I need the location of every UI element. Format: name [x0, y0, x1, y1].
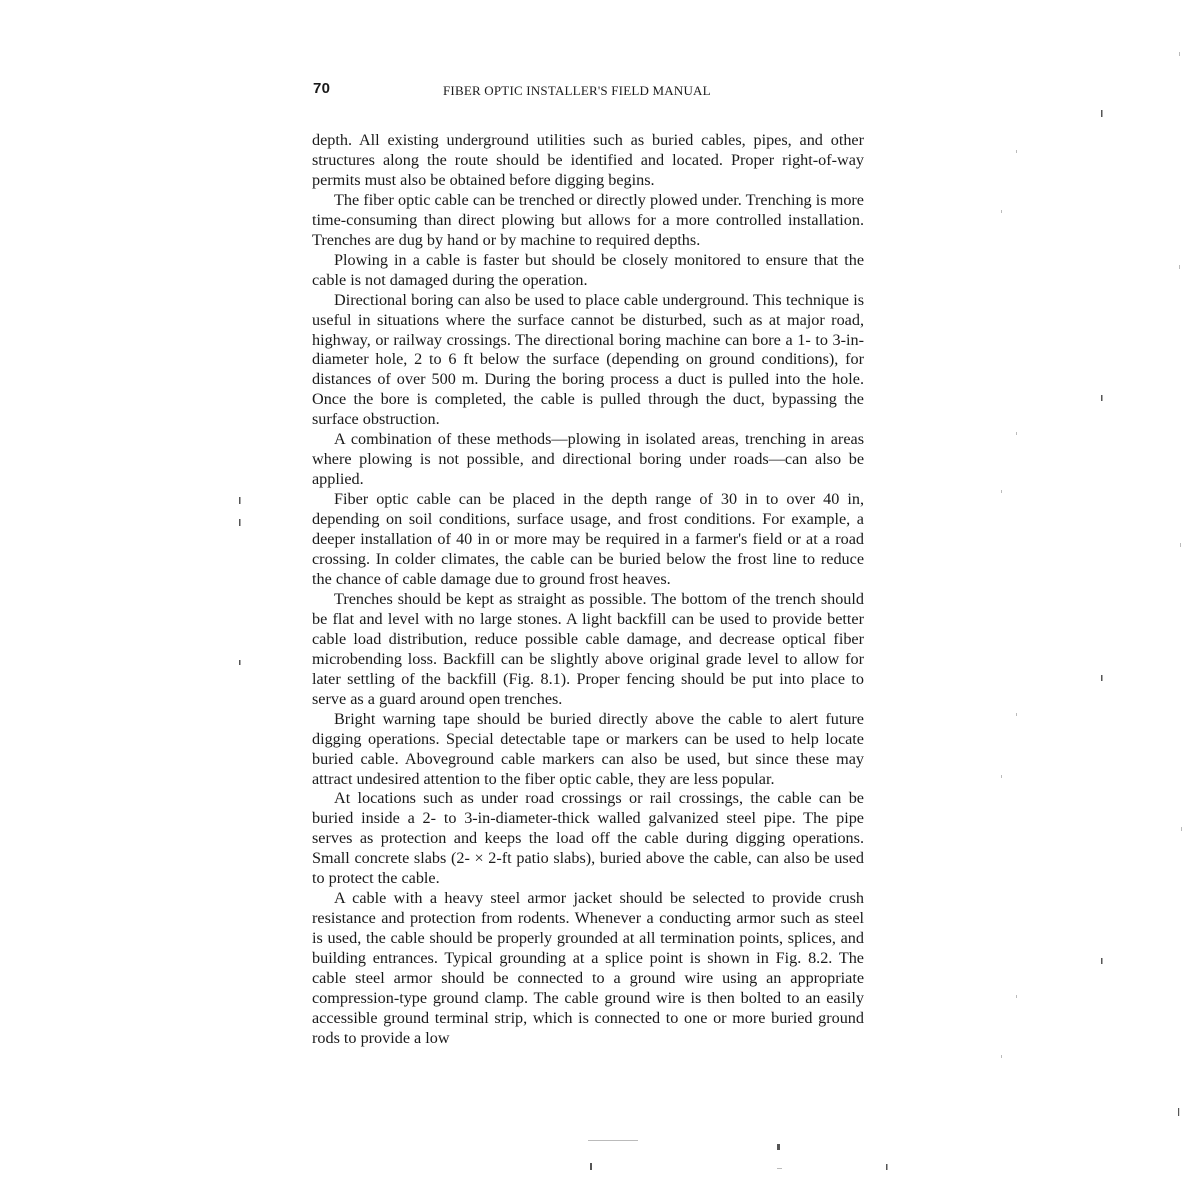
paragraph: Plowing in a cable is faster but should be closely monitored to ensure that the cable is not damaged during the operation.: [312, 250, 864, 289]
paragraph: A cable with a heavy steel armor jacket should be selected to provide crush resistance and protection from rodents. Whenever a conducting armor such as steel is used, the cable should be properly grounded at all termination points, splices, and building entrances. Typical grounding at a splice point is shown in Fig. 8.2. The cable steel armor should be connected to a ground wire using an appropriate compression-type ground clamp. The cable ground wire is then bolted to an easily accessible ground terminal strip, which is connected to one or more buried ground rods to provide a low: [312, 889, 864, 1047]
paragraph: Directional boring can also be used to place cable underground. This technique is useful in situations where the surface cannot be disturbed, such as at major road, highway, or railway crossings. The directional boring machine can bore a 1- to 3-in-diameter hole, 2 to 6 ft below the surface (depending on ground conditions), for distances of over 500 m. During the boring process a duct is pulled into the hole. Once the bore is completed, the cable is pulled through the duct, bypassing the surface obstruction.: [312, 290, 864, 429]
paragraph: Bright warning tape should be buried directly above the cable to alert future digging operations. Special detectable tape or markers can be used to help locate buried cable. Aboveground cable markers can also be used, but since these may attract undesired attention to the fiber optic cable, they are less popular.: [312, 709, 864, 788]
paragraph: The fiber optic cable can be trenched or directly plowed under. Trenching is more time-consuming than direct plowing but allows for a more controlled installation. Trenches are dug by hand or by machine to required depths.: [312, 190, 864, 249]
paragraph: At locations such as under road crossings or rail crossings, the cable can be buried inside a 2- to 3-in-diameter-thick walled galvanized steel pipe. The pipe serves as protection and keeps the load off the cable during digging operations. Small concrete slabs (2- × 2-ft patio slabs), buried above the cable, can also be used to protect the cable.: [312, 789, 864, 888]
paragraph: Fiber optic cable can be placed in the depth range of 30 in to over 40 in, depending on soil conditions, surface usage, and frost conditions. For example, a deeper installation of 40 in or more may be required in a farmer's field or at a road crossing. In colder climates, the cable can be buried below the frost line to reduce the chance of cable damage due to ground frost heaves.: [312, 490, 864, 588]
paragraph: Trenches should be kept as straight as possible. The bottom of the trench should be flat and level with no large stones. A light backfill can be used to provide better cable load distribution, reduce possible cable damage, and decrease optical fiber microbending loss. Backfill can be slightly above original grade level to allow for later settling of the backfill (Fig. 8.1). Proper fencing should be put into place to serve as a guard around open trenches.: [312, 589, 864, 708]
paragraph: depth. All existing underground utilities such as buried cables, pipes, and other structures along the route should be identified and located. Proper right-of-way permits must also be obtained before digging begins.: [312, 131, 864, 189]
page-number: 70: [313, 80, 331, 97]
running-title: FIBER OPTIC INSTALLER'S FIELD MANUAL: [443, 83, 711, 98]
paragraph: A combination of these methods—plowing in isolated areas, trenching in areas where plowing is not possible, and directional boring under roads—can also be applied.: [312, 430, 864, 489]
